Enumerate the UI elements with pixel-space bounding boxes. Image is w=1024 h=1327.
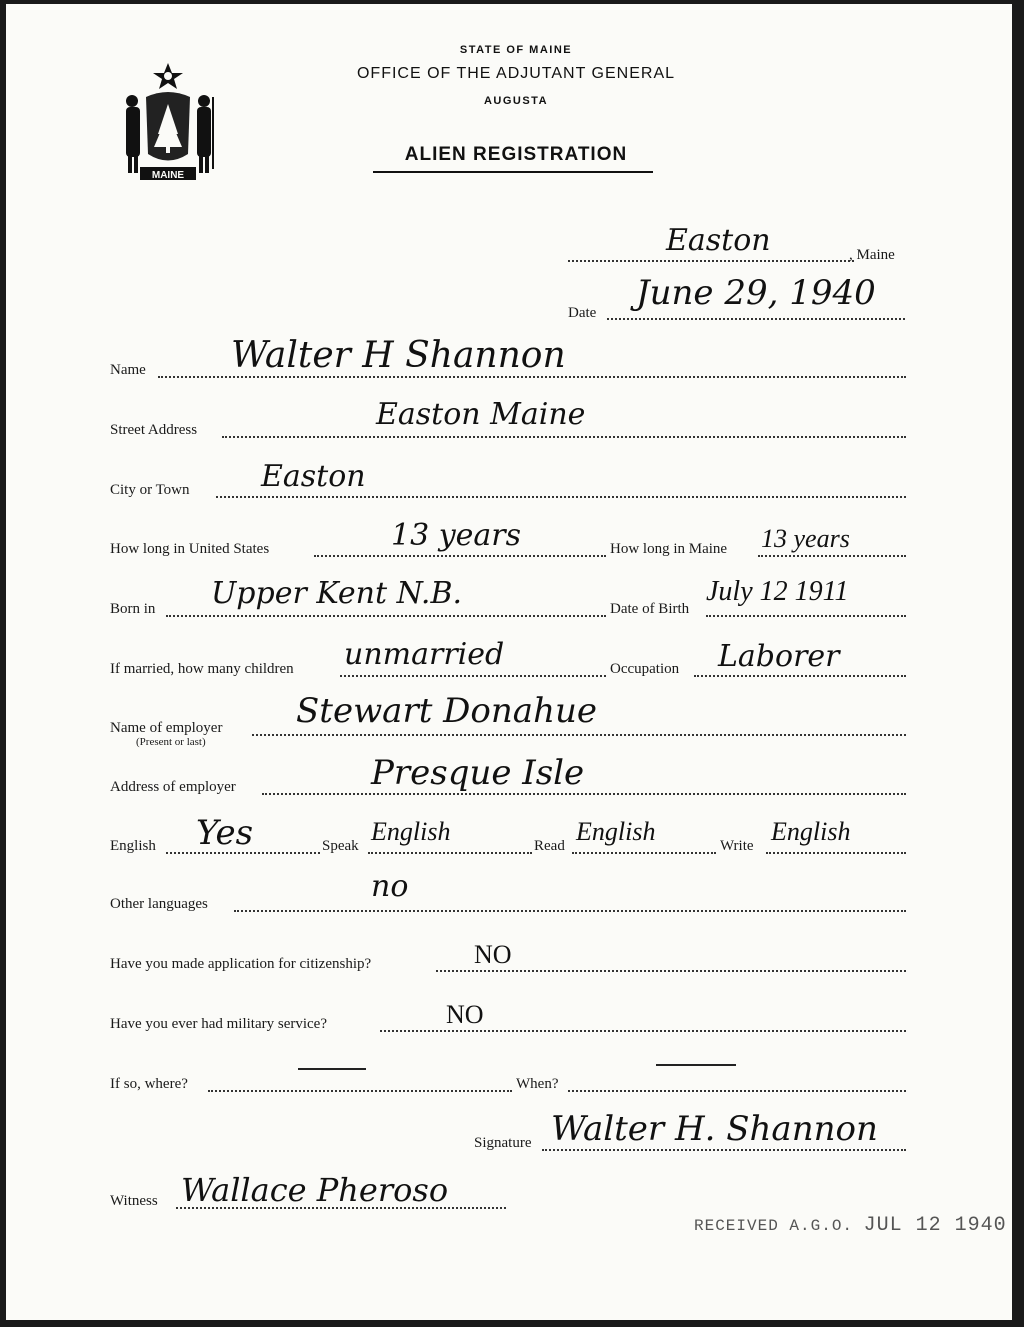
- witness-label: Witness: [110, 1193, 158, 1209]
- how-long-maine-field-line: [758, 555, 906, 557]
- english-value: Yes: [196, 813, 254, 853]
- state-heading: STATE OF MAINE: [459, 44, 573, 56]
- seal-banner-text: MAINE: [151, 170, 185, 181]
- occupation-value: Laborer: [718, 639, 840, 674]
- employer-label: Name of employer: [110, 720, 223, 736]
- received-stamp: [694, 1214, 1007, 1237]
- date-of-birth-label: Date of Birth: [610, 601, 690, 617]
- employer-address-label: Address of employer: [110, 779, 236, 795]
- read-field-line: [572, 852, 716, 854]
- how-long-us-label: How long in United States: [110, 541, 270, 557]
- name-field-line: [158, 376, 906, 378]
- how-long-us-field-line: [314, 555, 606, 557]
- employer-address-field-line: [262, 793, 906, 795]
- employer-value: Stewart Donahue: [296, 691, 597, 731]
- signature-value: Walter H. Shannon: [551, 1109, 878, 1149]
- born-in-field-line: [166, 615, 606, 617]
- witness-value: Wallace Pheroso: [181, 1171, 449, 1209]
- office-heading: OFFICE OF THE ADJUTANT GENERAL: [356, 65, 676, 82]
- citizenship-field-line: [436, 970, 906, 972]
- street-address-label: Street Address: [110, 422, 198, 438]
- date-of-birth-value: July 12 1911: [706, 576, 849, 607]
- city-or-town-label: City or Town: [110, 482, 190, 498]
- when-dash: [656, 1064, 736, 1066]
- how-long-maine-label: How long in Maine: [610, 541, 728, 557]
- when-field-line: [568, 1090, 906, 1092]
- military-field-line: [380, 1030, 906, 1032]
- town-suffix-label: , Maine: [849, 247, 895, 263]
- where-label: If so, where?: [110, 1076, 188, 1092]
- occupation-label: Occupation: [610, 661, 680, 677]
- citizenship-value: NO: [474, 940, 512, 969]
- received-stamp-date: JUL 12 1940: [863, 1214, 1007, 1237]
- street-address-field-line: [222, 436, 906, 438]
- city-heading: AUGUSTA: [483, 95, 549, 107]
- when-label: When?: [516, 1076, 559, 1092]
- speak-field-line: [368, 852, 532, 854]
- signature-label: Signature: [474, 1135, 532, 1151]
- born-in-label: Born in: [110, 601, 156, 617]
- employer-field-line: [252, 734, 906, 736]
- children-field-line: [340, 675, 606, 677]
- how-long-maine-value: 13 years: [761, 524, 850, 553]
- children-value: unmarried: [344, 637, 505, 672]
- other-languages-label: Other languages: [110, 896, 208, 912]
- date-value: June 29, 1940: [636, 273, 876, 313]
- how-long-us-value: 13 years: [391, 518, 522, 553]
- signature-field-line: [542, 1149, 906, 1151]
- military-label: Have you ever had military service?: [110, 1016, 327, 1032]
- city-or-town-field-line: [216, 496, 906, 498]
- city-or-town-value: Easton: [261, 459, 366, 494]
- military-value: NO: [446, 1000, 484, 1029]
- received-stamp-text: RECEIVED A.G.O.: [694, 1217, 854, 1235]
- date-label: Date: [568, 305, 597, 321]
- employer-address-value: Presque Isle: [371, 753, 585, 793]
- where-field-line: [208, 1090, 512, 1092]
- street-address-value: Easton Maine: [376, 397, 586, 432]
- title-underline: [373, 171, 653, 173]
- children-label: If married, how many children: [110, 661, 294, 677]
- state-of-maine-seal-icon: [116, 59, 221, 184]
- other-languages-value: no: [371, 869, 409, 904]
- name-label: Name: [110, 362, 146, 378]
- speak-value: English: [371, 817, 451, 846]
- born-in-value: Upper Kent N.B.: [211, 576, 463, 611]
- where-dash: [298, 1068, 366, 1070]
- write-field-line: [766, 852, 906, 854]
- citizenship-label: Have you made application for citizenship?: [110, 956, 372, 972]
- speak-label: Speak: [322, 838, 359, 854]
- town-value: Easton: [666, 223, 771, 258]
- other-languages-field-line: [234, 910, 906, 912]
- write-label: Write: [720, 838, 754, 854]
- employer-sublabel: (Present or last): [136, 736, 206, 748]
- name-value: Walter H Shannon: [231, 335, 566, 376]
- read-value: English: [576, 817, 656, 846]
- town-field-line: [568, 260, 854, 262]
- occupation-field-line: [694, 675, 906, 677]
- date-field-line: [607, 318, 905, 320]
- date-of-birth-field-line: [706, 615, 906, 617]
- write-value: English: [771, 817, 851, 846]
- read-label: Read: [534, 838, 565, 854]
- form-title: ALIEN REGISTRATION: [404, 144, 628, 165]
- registration-form-page: [6, 4, 1012, 1320]
- english-label: English: [110, 838, 156, 854]
